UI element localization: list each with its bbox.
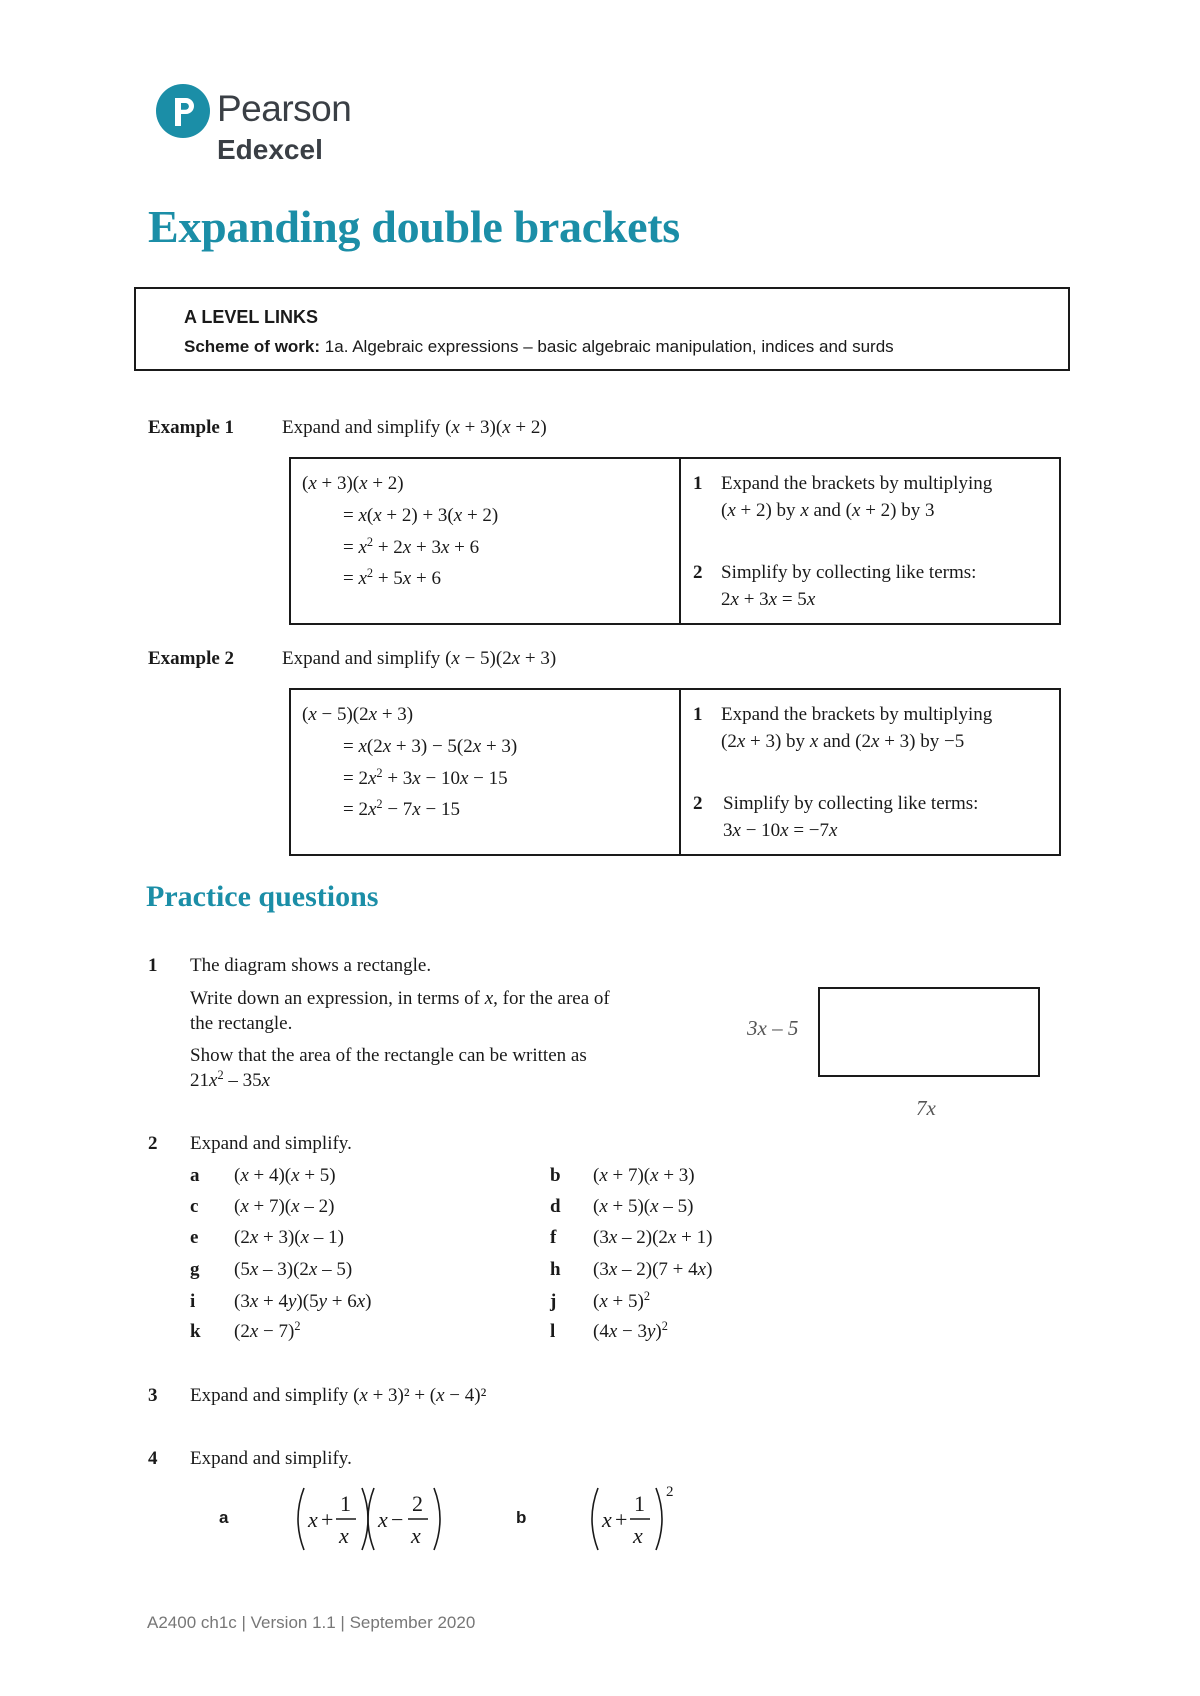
working-line: = $2x^2 + 3x - 10x - 15$ [343, 766, 508, 789]
part-expression: (x + 7)(x + 3) [593, 1165, 695, 1186]
part-expression: (3x + 4y)(5y + 6x) [234, 1291, 372, 1312]
step-number: 1 [693, 473, 703, 494]
part-expression: (x + 4)(x + 5) [234, 1165, 336, 1186]
part-letter: i [190, 1291, 196, 1312]
part-letter: g [190, 1259, 200, 1280]
svg-text:+: + [321, 1507, 334, 1532]
example-2-working [291, 690, 681, 854]
part-expression: $(2x - 7)^2$ [234, 1319, 301, 1342]
svg-text:2: 2 [412, 1491, 423, 1516]
step-text: Expand the brackets by multiplying [721, 473, 993, 494]
working-line: = $x^2 + 2x + 3x + 6$ [343, 535, 480, 558]
question-3-text: Expand and simplify (x + 3)² + (x − 4)² [190, 1385, 487, 1406]
part-letter: a [190, 1165, 200, 1186]
svg-text:x: x [602, 1507, 612, 1532]
part-expression: (2x + 3)(x – 1) [234, 1227, 344, 1248]
svg-text:1: 1 [634, 1491, 645, 1516]
part-letter: k [190, 1321, 201, 1342]
example-2-box [289, 688, 1061, 856]
page-title: Expanding double brackets [148, 201, 680, 252]
part-expression: (x + 5)(x – 5) [593, 1196, 694, 1217]
part-expression: (3x – 2)(2x + 1) [593, 1227, 713, 1248]
example-2-prompt: Expand and simplify (x − 5)(2x + 3) [282, 648, 557, 669]
svg-text:x: x [411, 1523, 421, 1548]
part-letter: j [550, 1291, 557, 1312]
question-1-line: Show that the area of the rectangle can be written as [190, 1045, 587, 1066]
question-4-text: Expand and simplify. [190, 1448, 352, 1469]
part-letter: h [550, 1259, 561, 1280]
working-line: = $x^2 + 5x + 6$ [343, 566, 441, 589]
svg-text:+: + [615, 1507, 628, 1532]
example-1-box [289, 457, 1061, 625]
part-expression: (5x – 3)(2x – 5) [234, 1259, 353, 1280]
example-1-label: Example 1 [148, 417, 235, 438]
part-letter: l [550, 1321, 556, 1342]
pearson-logo-icon [156, 84, 210, 138]
step-text: (2x + 3) by x and (2x + 3) by −5 [721, 731, 965, 752]
brand-name: Pearson [217, 88, 352, 129]
example-1-working [291, 459, 681, 623]
scheme-text: 1a. Algebraic expressions – basic algebraic manipulation, indices and surds [324, 337, 894, 356]
svg-text:2: 2 [666, 1484, 674, 1500]
question-2-text: Expand and simplify. [190, 1133, 352, 1154]
step-text: Expand the brackets by multiplying [721, 704, 993, 725]
example-1-prompt: Expand and simplify (x + 3)(x + 2) [282, 417, 547, 438]
q4-part-a-expression [290, 1484, 460, 1554]
svg-text:x: x [339, 1523, 349, 1548]
part-letter: f [550, 1227, 557, 1248]
question-1-line: Write down an expression, in terms of x, for the area of [190, 988, 610, 1009]
part-expression: $(4x - 3y)^2$ [593, 1319, 668, 1342]
part-letter: d [550, 1196, 561, 1217]
step-number: 2 [693, 562, 703, 583]
step-text: 3x − 10x = −7x [723, 820, 838, 841]
rectangle-diagram [818, 987, 1040, 1077]
svg-text:x: x [308, 1507, 318, 1532]
rectangle-side-label: 3x – 5 [747, 1016, 799, 1040]
part-expression: (3x – 2)(7 + 4x) [593, 1259, 713, 1280]
step-text: Simplify by collecting like terms: [723, 793, 979, 814]
rectangle-bottom-label: 7x [916, 1096, 936, 1120]
scheme-label: Scheme of work: [184, 337, 321, 356]
question-1-line: The diagram shows a rectangle. [190, 955, 432, 976]
working-line: (x − 5)(2x + 3) [302, 704, 414, 725]
part-letter: c [190, 1196, 199, 1217]
part-letter: e [190, 1227, 199, 1248]
links-heading: A LEVEL LINKS [184, 307, 319, 327]
q4-part-a-letter: a [219, 1508, 229, 1527]
brand-sub: Edexcel [217, 134, 323, 165]
question-1-line: $21x^2 - 35x$ [190, 1068, 271, 1091]
part-expression: (x + 7)(x – 2) [234, 1196, 335, 1217]
q4-part-b-letter: b [516, 1508, 527, 1527]
question-2-number: 2 [148, 1133, 158, 1154]
question-1-number: 1 [148, 955, 158, 976]
svg-text:x: x [378, 1507, 388, 1532]
scheme-of-work [184, 337, 894, 357]
example-2-label: Example 2 [148, 648, 235, 669]
svg-text:1: 1 [340, 1491, 351, 1516]
step-number: 2 [693, 793, 703, 814]
step-text: (x + 2) by x and (x + 2) by 3 [721, 500, 935, 521]
working-line: = x(2x + 3) − 5(2x + 3) [343, 736, 518, 757]
part-expression: $(x + 5)^2$ [593, 1289, 650, 1312]
question-1-line: the rectangle. [190, 1013, 293, 1034]
question-3-number: 3 [148, 1385, 158, 1406]
step-text: 2x + 3x = 5x [721, 589, 816, 610]
step-number: 1 [693, 704, 703, 725]
footer: A2400 ch1c | Version 1.1 | September 2020 [147, 1613, 476, 1632]
a-level-links-box [134, 287, 1070, 371]
step-text: Simplify by collecting like terms: [721, 562, 977, 583]
working-line: = $2x^2 - 7x - 15$ [343, 797, 460, 820]
working-line: = x(x + 2) + 3(x + 2) [343, 505, 499, 526]
part-letter: b [550, 1165, 561, 1186]
practice-heading: Practice questions [146, 880, 379, 913]
svg-text:−: − [391, 1507, 404, 1532]
question-4-number: 4 [148, 1448, 158, 1469]
working-line: (x + 3)(x + 2) [302, 473, 404, 494]
svg-text:x: x [633, 1523, 643, 1548]
q4-part-b-expression [584, 1478, 694, 1554]
